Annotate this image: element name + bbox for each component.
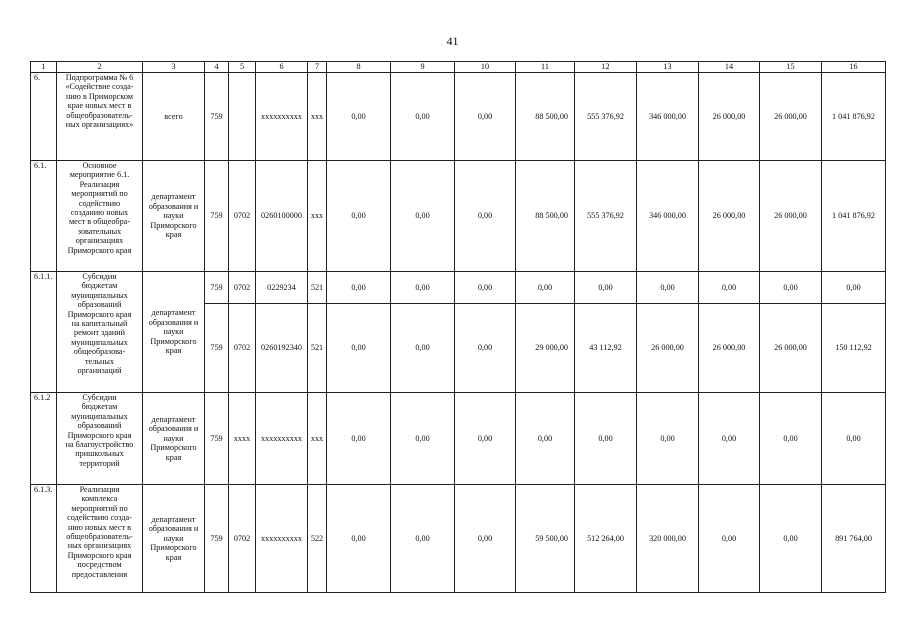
col-header: 11 (516, 62, 575, 73)
table-row (31, 485, 886, 593)
cell-c6: xxxxxxxxxx (256, 485, 308, 593)
cell-c11: 0,00 (516, 272, 575, 304)
cell-c16: 0,00 (822, 393, 886, 485)
cell-c6: 0260100000 (256, 161, 308, 272)
cell-c8: 0,00 (327, 485, 391, 593)
table-row (31, 161, 886, 272)
cell-c15: 0,00 (760, 393, 822, 485)
cell-c10: 0,00 (455, 485, 516, 593)
page-number: 41 (446, 34, 459, 48)
col-header: 15 (760, 62, 822, 73)
table-row (31, 73, 886, 161)
item-number: 6.1.3. (31, 485, 57, 593)
cell-c8: 0,00 (327, 393, 391, 485)
cell-c13: 320 000,00 (637, 485, 699, 593)
cell-c11: 88 500,00 (516, 73, 575, 161)
cell-c4: 759 (205, 485, 229, 593)
cell-c5: 0702 (229, 161, 256, 272)
cell-c15: 26 000,00 (760, 73, 822, 161)
cell-c12: 0,00 (575, 393, 637, 485)
cell-c6: 0229234 (256, 272, 308, 304)
item-executor: департамент образования и науки Приморского края (143, 393, 205, 485)
cell-c12: 43 112,92 (575, 304, 637, 393)
item-executor: департамент образования и науки Приморского края (143, 161, 205, 272)
budget-table (30, 61, 886, 593)
cell-c13: 0,00 (637, 272, 699, 304)
col-header: 13 (637, 62, 699, 73)
item-name: Субсидии бюджетам муниципальных образований Приморского края на капитальный ремонт зданий муниципальных общеобразова- тельных организаций (57, 272, 143, 393)
cell-c11: 88 500,00 (516, 161, 575, 272)
item-name: Субсидии бюджетам муниципальных образований Приморского края на благоустройство пришкольных территорий (57, 393, 143, 485)
cell-c7: xxx (308, 393, 327, 485)
col-header: 3 (143, 62, 205, 73)
cell-c5: 0702 (229, 485, 256, 593)
cell-c5: 0702 (229, 304, 256, 393)
cell-c4: 759 (205, 393, 229, 485)
cell-c8: 0,00 (327, 272, 391, 304)
cell-c8: 0,00 (327, 304, 391, 393)
col-header: 2 (57, 62, 143, 73)
cell-c10: 0,00 (455, 304, 516, 393)
cell-c7: 521 (308, 304, 327, 393)
cell-c14: 26 000,00 (699, 304, 760, 393)
col-header: 5 (229, 62, 256, 73)
cell-c15: 0,00 (760, 485, 822, 593)
cell-c14: 0,00 (699, 485, 760, 593)
item-name: Реализация комплекса мероприятий по содействию созда- нию новых мест в общеобразователь- ных организациях Приморского края посредством предоставления (57, 485, 143, 593)
col-header: 7 (308, 62, 327, 73)
item-number: 6.1.2 (31, 393, 57, 485)
col-header: 16 (822, 62, 886, 73)
cell-c10: 0,00 (455, 161, 516, 272)
table-row (31, 393, 886, 485)
cell-c14: 0,00 (699, 272, 760, 304)
item-executor: департамент образования и науки Приморского края (143, 272, 205, 393)
col-header: 14 (699, 62, 760, 73)
col-header: 6 (256, 62, 308, 73)
col-header: 4 (205, 62, 229, 73)
cell-c12: 0,00 (575, 272, 637, 304)
cell-c8: 0,00 (327, 161, 391, 272)
cell-c5: 0702 (229, 272, 256, 304)
item-number: 6.1.1. (31, 272, 57, 393)
cell-c9: 0,00 (391, 304, 455, 393)
cell-c13: 346 000,00 (637, 161, 699, 272)
cell-c16: 1 041 876,92 (822, 73, 886, 161)
cell-c5: xxxx (229, 393, 256, 485)
cell-c15: 0,00 (760, 272, 822, 304)
item-name: Основное мероприятие 6.1. Реализация мероприятий по содействию созданию новых мест в общеобра- зовательных организациях Приморского края (57, 161, 143, 272)
cell-c12: 555 376,92 (575, 161, 637, 272)
table-row (31, 272, 886, 304)
item-number: 6.1. (31, 161, 57, 272)
cell-c8: 0,00 (327, 73, 391, 161)
cell-c11: 29 000,00 (516, 304, 575, 393)
cell-c14: 26 000,00 (699, 73, 760, 161)
cell-c7: 522 (308, 485, 327, 593)
col-header: 1 (31, 62, 57, 73)
item-executor: всего (143, 73, 205, 161)
cell-c4: 759 (205, 272, 229, 304)
cell-c4: 759 (205, 304, 229, 393)
col-header: 10 (455, 62, 516, 73)
cell-c11: 59 500,00 (516, 485, 575, 593)
cell-c9: 0,00 (391, 161, 455, 272)
cell-c4: 759 (205, 161, 229, 272)
col-header: 8 (327, 62, 391, 73)
cell-c10: 0,00 (455, 73, 516, 161)
cell-c7: xxx (308, 73, 327, 161)
cell-c7: xxx (308, 161, 327, 272)
cell-c9: 0,00 (391, 485, 455, 593)
cell-c6: 0260192340 (256, 304, 308, 393)
cell-c6: xxxxxxxxxx (256, 73, 308, 161)
cell-c16: 1 041 876,92 (822, 161, 886, 272)
header-row (31, 62, 886, 73)
cell-c15: 26 000,00 (760, 161, 822, 272)
cell-c13: 0,00 (637, 393, 699, 485)
cell-c16: 0,00 (822, 272, 886, 304)
cell-c14: 0,00 (699, 393, 760, 485)
cell-c16: 891 764,00 (822, 485, 886, 593)
cell-c9: 0,00 (391, 272, 455, 304)
cell-c9: 0,00 (391, 73, 455, 161)
item-executor: департамент образования и науки Приморского края (143, 485, 205, 593)
cell-c13: 346 000,00 (637, 73, 699, 161)
cell-c10: 0,00 (455, 393, 516, 485)
cell-c4: 759 (205, 73, 229, 161)
cell-c13: 26 000,00 (637, 304, 699, 393)
item-name: Подпрограмма № 6 «Содействие созда- нию в Приморском крае новых мест в общеобразователь- ных организациях» (57, 73, 143, 161)
cell-c7: 521 (308, 272, 327, 304)
cell-c9: 0,00 (391, 393, 455, 485)
cell-c11: 0,00 (516, 393, 575, 485)
cell-c15: 26 000,00 (760, 304, 822, 393)
col-header: 9 (391, 62, 455, 73)
cell-c12: 555 376,92 (575, 73, 637, 161)
cell-c10: 0,00 (455, 272, 516, 304)
cell-c16: 150 112,92 (822, 304, 886, 393)
cell-c5 (229, 73, 256, 161)
item-number: 6. (31, 73, 57, 161)
cell-c14: 26 000,00 (699, 161, 760, 272)
col-header: 12 (575, 62, 637, 73)
cell-c6: xxxxxxxxxx (256, 393, 308, 485)
cell-c12: 512 264,00 (575, 485, 637, 593)
